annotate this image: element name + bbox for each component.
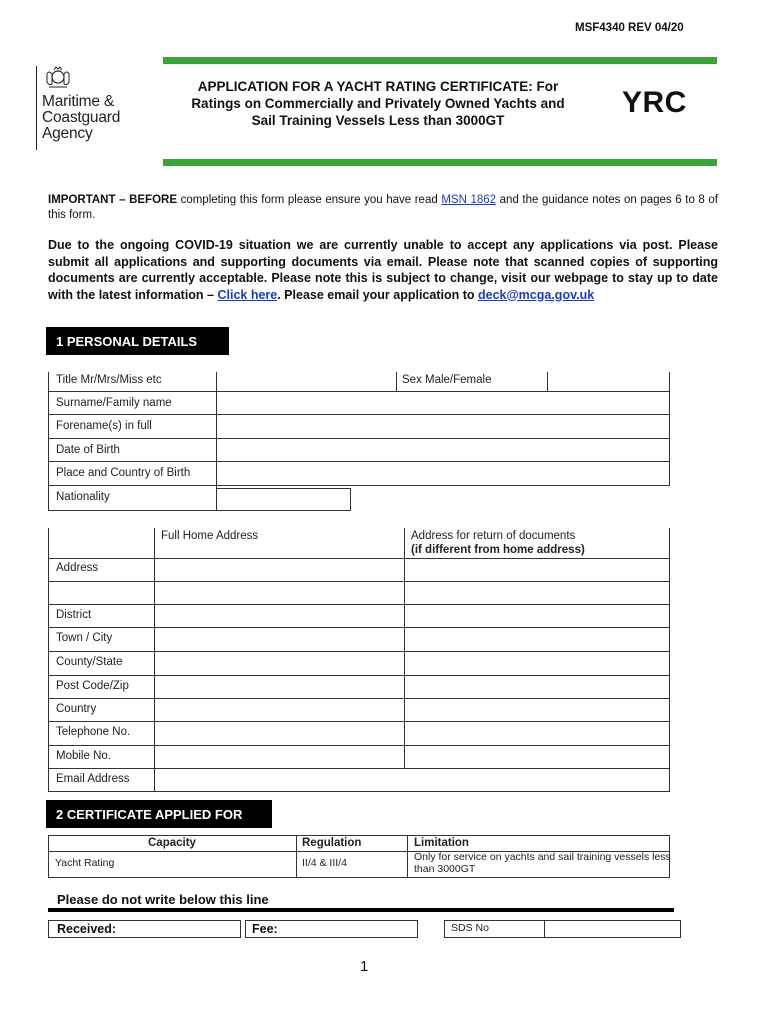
limitation-value [414, 851, 671, 875]
mobile-label: Mobile No. [56, 750, 111, 762]
important-text-1: completing this form please ensure you have read [177, 194, 442, 206]
logo-line-2: Coastguard [42, 109, 121, 126]
agency-logo [36, 66, 165, 150]
section-1-heading: 1 PERSONAL DETAILS [46, 327, 229, 355]
dob-label: Date of Birth [56, 444, 120, 456]
important-lead: IMPORTANT – BEFORE [48, 194, 177, 206]
postcode-label: Post Code/Zip [56, 680, 129, 692]
title-line-1: APPLICATION FOR A YACHT RATING CERTIFICATE: For [197, 79, 559, 94]
msn-link[interactable]: MSN 1862 [441, 194, 497, 206]
office-use-notice: Please do not write below this line [57, 892, 269, 907]
click-here-link[interactable]: Click here [217, 287, 278, 302]
forenames-field[interactable] [217, 415, 669, 438]
limitation-line-1: Only for service on yachts and sail training vessels less [414, 851, 671, 863]
home-address-line-2-field[interactable] [155, 582, 404, 604]
royal-crest-icon [45, 66, 71, 90]
sex-label: Sex Male/Female [402, 374, 492, 386]
return-address-line-1-field[interactable] [405, 559, 669, 581]
pob-field[interactable] [217, 462, 669, 485]
fee-label: Fee: [252, 922, 278, 936]
telephone-label: Telephone No. [56, 726, 131, 738]
return-address-note: (if different from home address) [411, 544, 585, 556]
pob-label: Place and Country of Birth [56, 467, 191, 479]
regulation-value: II/4 & III/4 [302, 857, 347, 869]
limitation-header: Limitation [414, 837, 469, 849]
county-state-label: County/State [56, 656, 123, 668]
section-2-heading: 2 CERTIFICATE APPLIED FOR [46, 800, 272, 828]
title-label: Title Mr/Mrs/Miss etc [56, 374, 162, 386]
dob-field[interactable] [217, 439, 669, 461]
covid-notice [48, 237, 718, 303]
covid-text: Due to the ongoing COVID-19 situation we are currently unable to accept any applications via post. Please submit all applications and supporting documents via email. Please note that scanned copies of supporting documents are currently acceptable. Please note this is subject to change, visit our webpage to stay up to date with the latest information – [48, 238, 718, 302]
received-label: Received: [57, 922, 117, 936]
form-title [163, 78, 593, 129]
title-line-3: Sail Training Vessels Less than 3000GT [251, 113, 505, 128]
capacity-header: Capacity [148, 837, 196, 849]
capacity-value: Yacht Rating [55, 857, 115, 869]
page-number: 1 [360, 958, 369, 975]
return-address-header: Address for return of documents [411, 530, 576, 542]
important-text-2: and the guidance notes on pages 6 to 8 of this form. [48, 194, 718, 221]
email-label: Email Address [56, 773, 130, 785]
sex-field[interactable] [548, 372, 669, 391]
address-label: Address [56, 562, 99, 574]
logo-line-1: Maritime & [42, 93, 115, 110]
title-line-2: Ratings on Commercially and Privately Owned Yachts and [191, 96, 565, 111]
nationality-field[interactable] [217, 488, 350, 510]
home-address-line-1-field[interactable] [155, 559, 404, 581]
header-top-rule [163, 57, 717, 64]
email-address-field[interactable] [155, 769, 669, 791]
limitation-line-2: than 3000GT [414, 863, 476, 875]
regulation-header: Regulation [302, 837, 362, 849]
covid-text-2: . Please email your application to [277, 287, 478, 302]
important-notice [48, 193, 718, 223]
forenames-label: Forename(s) in full [56, 420, 152, 432]
nationality-label: Nationality [56, 491, 110, 503]
title-field[interactable] [217, 372, 395, 391]
sds-label: SDS No [451, 922, 489, 934]
email-link[interactable]: deck@mcga.gov.uk [478, 287, 595, 302]
logo-line-3: Agency [42, 125, 93, 142]
form-number: MSF4340 REV 04/20 [575, 22, 684, 34]
header-bottom-rule [163, 159, 717, 166]
town-city-label: Town / City [56, 632, 113, 644]
office-use-divider [48, 908, 674, 912]
form-code: YRC [622, 86, 687, 119]
district-label: District [56, 609, 92, 621]
surname-label: Surname/Family name [56, 397, 172, 409]
surname-field[interactable] [217, 392, 669, 414]
country-label: Country [56, 703, 97, 715]
home-address-header: Full Home Address [161, 530, 259, 542]
return-address-line-2-field[interactable] [405, 582, 669, 604]
